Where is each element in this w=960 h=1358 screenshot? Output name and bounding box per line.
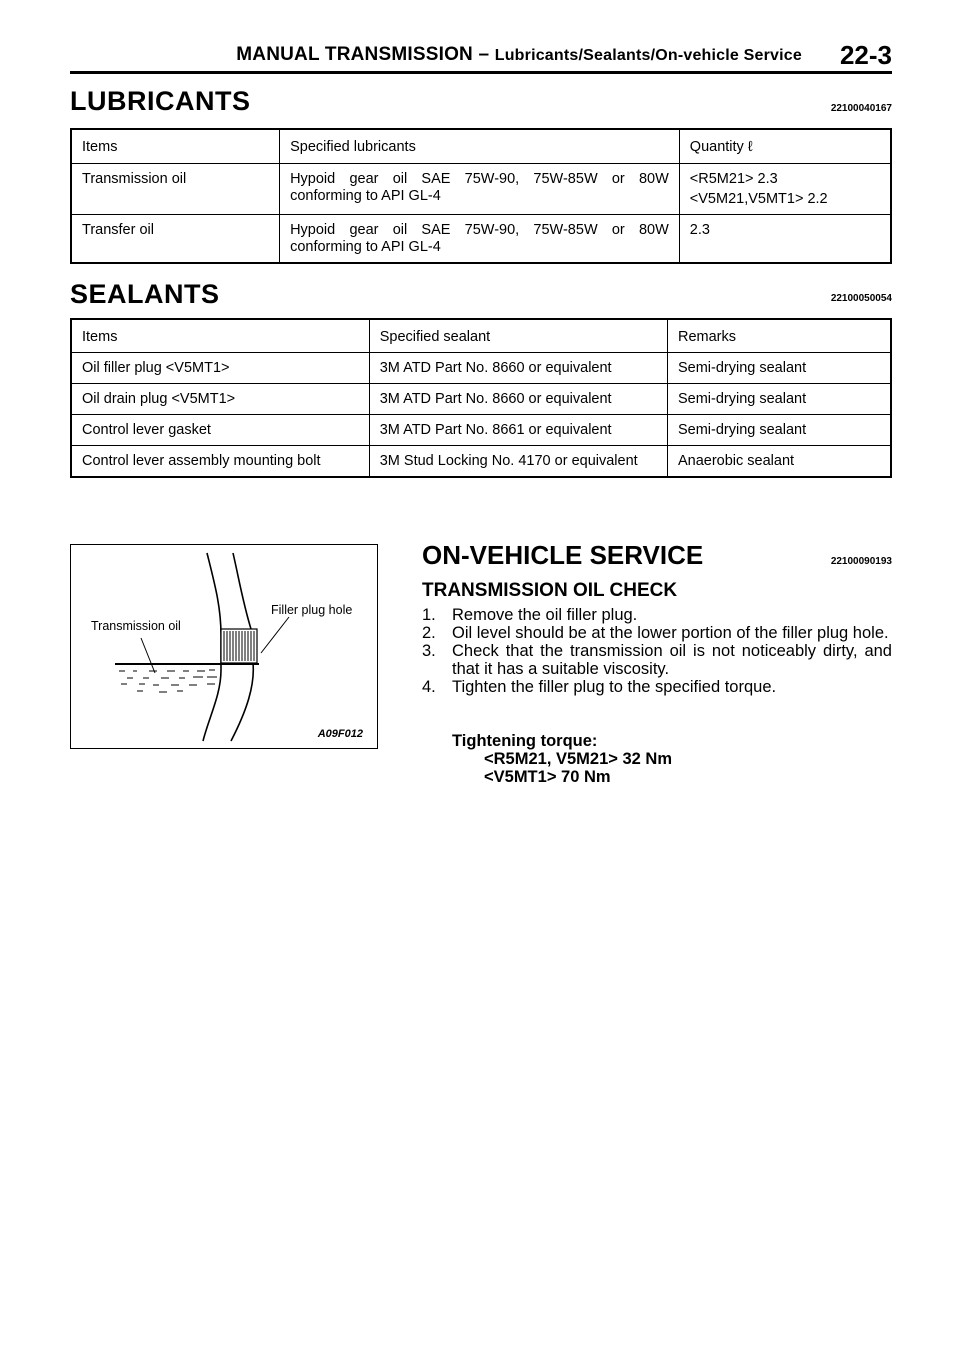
service-title: ON-VEHICLE SERVICE (422, 540, 704, 570)
sealant-cell: 3M ATD Part No. 8660 or equivalent (369, 353, 667, 384)
page-header (70, 40, 892, 70)
tightening-torque (452, 732, 672, 786)
sealant-cell: 3M Stud Locking No. 4170 or equivalent (369, 446, 667, 478)
step-number: 4. (422, 678, 436, 696)
header-rule (70, 71, 892, 74)
lubricants-title: LUBRICANTS (70, 86, 251, 116)
list-item (422, 606, 892, 624)
step-number: 2. (422, 624, 436, 642)
table-header-row (71, 129, 891, 164)
quantity-cell: 2.3 (679, 215, 891, 264)
header-cell: Specified sealant (369, 319, 667, 353)
header-cell: Items (71, 129, 280, 164)
header-cell: Quantity ℓ (679, 129, 891, 164)
sealants-code: 22100050054 (830, 293, 892, 304)
step-text: Tighten the filler plug to the specified torque. (452, 678, 777, 696)
quantity-line: <V5M21,V5MT1> 2.2 (689, 191, 828, 207)
header-cell: Items (71, 319, 369, 353)
filler-plug-hole-label: Filler plug hole (271, 603, 353, 617)
quantity-cell (679, 164, 891, 215)
item-cell: Oil filler plug <V5MT1> (71, 353, 369, 384)
item-cell: Control lever assembly mounting bolt (71, 446, 369, 478)
torque-value: <V5MT1> 70 Nm (484, 768, 611, 786)
step-text: Remove the oil filler plug. (452, 606, 638, 624)
lubricant-cell: Hypoid gear oil SAE 75W-90, 75W-85W or 80W conforming to API GL-4 (280, 215, 680, 264)
transmission-oil-label: Transmission oil (91, 619, 181, 633)
table-header-row (71, 319, 891, 353)
torque-label: Tightening torque: (452, 732, 598, 750)
remarks-cell: Anaerobic sealant (667, 446, 891, 478)
remarks-cell: Semi-drying sealant (667, 353, 891, 384)
list-item (422, 642, 892, 678)
remarks-cell: Semi-drying sealant (667, 415, 891, 446)
step-text: Check that the transmission oil is not noticeably dirty, and that it has a suitable viscosity. (452, 642, 892, 678)
table-row (71, 415, 891, 446)
lubricants-table (70, 128, 892, 264)
item-cell: Transmission oil (71, 164, 280, 215)
service-code: 22100090193 (830, 556, 892, 567)
table-row (71, 384, 891, 415)
sealants-table (70, 318, 892, 478)
item-cell: Transfer oil (71, 215, 280, 264)
sealants-title: SEALANTS (70, 279, 220, 309)
lubricants-code: 22100040167 (830, 103, 892, 114)
table-row (71, 446, 891, 478)
step-number: 1. (422, 606, 436, 624)
header-subtitle: Lubricants/Sealants/On-vehicle Service (494, 47, 802, 64)
torque-value: <R5M21, V5M21> 32 Nm (484, 750, 673, 768)
table-row (71, 353, 891, 384)
table-row (71, 164, 891, 215)
sealant-cell: 3M ATD Part No. 8660 or equivalent (369, 384, 667, 415)
sealant-cell: 3M ATD Part No. 8661 or equivalent (369, 415, 667, 446)
list-item (422, 678, 892, 696)
page-number: 22-3 (839, 40, 892, 70)
item-cell: Oil drain plug <V5MT1> (71, 384, 369, 415)
header-title: MANUAL TRANSMISSION – (236, 44, 490, 65)
step-number: 3. (422, 642, 436, 660)
filler-plug-figure (70, 544, 378, 749)
filler-plug-illustration (71, 545, 377, 748)
step-text: Oil level should be at the lower portion of the filler plug hole. (452, 624, 889, 642)
remarks-cell: Semi-drying sealant (667, 384, 891, 415)
header-cell: Specified lubricants (280, 129, 680, 164)
service-steps (422, 606, 892, 696)
header-cell: Remarks (667, 319, 891, 353)
header-title-line (70, 44, 802, 66)
quantity-line: <R5M21> 2.3 (689, 171, 778, 187)
oil-check-subtitle: TRANSMISSION OIL CHECK (422, 580, 678, 601)
lubricant-cell: Hypoid gear oil SAE 75W-90, 75W-85W or 80W conforming to API GL-4 (280, 164, 680, 215)
table-row (71, 215, 891, 264)
item-cell: Control lever gasket (71, 415, 369, 446)
list-item (422, 624, 892, 642)
figure-code: A09F012 (317, 728, 363, 740)
